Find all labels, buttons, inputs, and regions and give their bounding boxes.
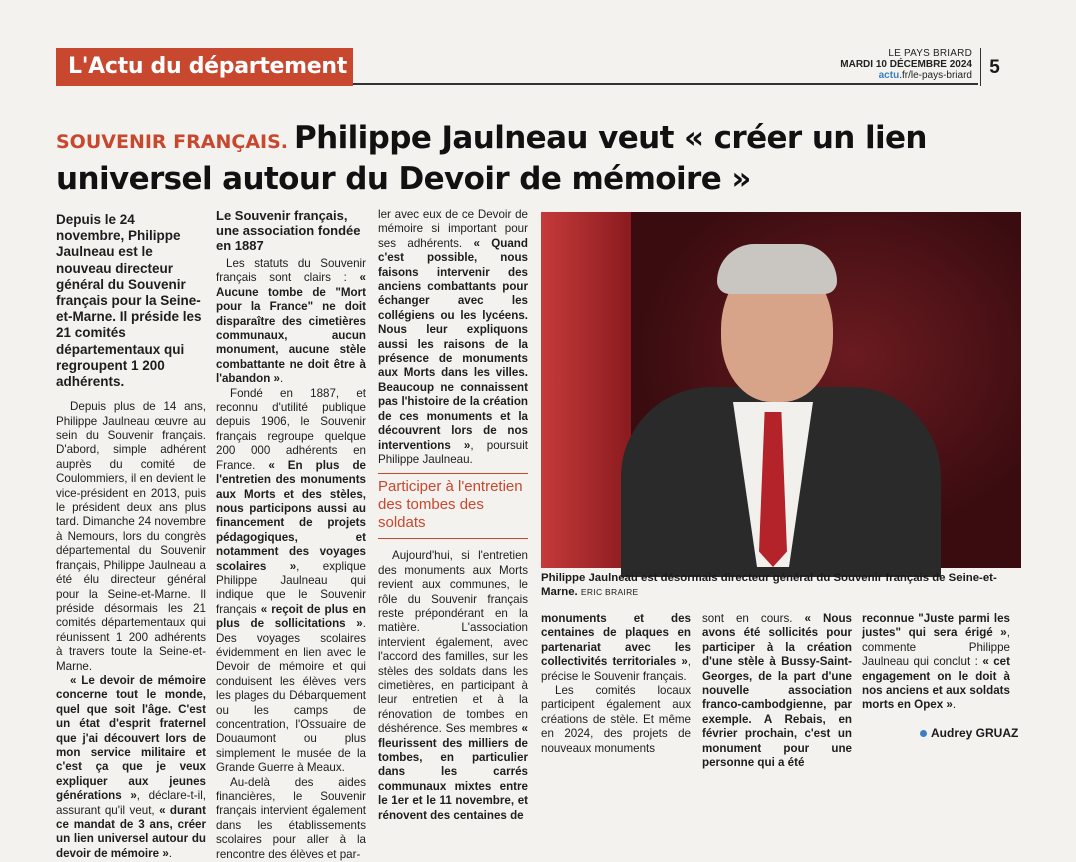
quote: « durant ce mandat de 3 ans, créer un lien universel autour du devoir de mémoire » [56, 803, 206, 860]
quote: « cet engagement on le doit à nos anciens et aux soldats morts en Opex » [862, 655, 1010, 712]
quote: monuments et des centaines de plaques en partenariat avec les collectivités territoriales » [541, 612, 691, 669]
page-number: 5 [980, 48, 1008, 86]
column-1 [56, 212, 206, 860]
col2-paragraph-1 [216, 257, 366, 387]
column-5 [702, 612, 852, 770]
bullet-icon [920, 730, 927, 737]
text: , déclare-t-il, assurant qu'il veut, [56, 789, 206, 817]
paper-url [840, 70, 972, 81]
url-prefix: actu [878, 70, 900, 81]
section-rule [353, 83, 978, 85]
text: sont en cours. [702, 612, 793, 625]
headline-text: Philippe Jaulneau veut « créer un lien universel autour du Devoir de mémoire » [56, 120, 927, 197]
col3-paragraph-2 [378, 549, 528, 823]
photo-caption [541, 572, 1011, 599]
text: . Des voyages scolaires évidemment en lien avec le Devoir de mémoire et qui conduisent les élèves vers les plages du Débarquement ou les camps de concentration, l'Ossuaire de Douaumont ou plus simplement le musée de la Grande Guerre à Meaux. [216, 617, 366, 775]
column-4 [541, 612, 691, 755]
col6-paragraph-1 [862, 612, 1010, 713]
issue-date: MARDI 10 DÉCEMBRE 2024 [840, 59, 972, 70]
text: Aujourd'hui, si l'entretien des monuments aux Morts revient aux communes, le rôle du Souvenir français reste prépondérant en la matière. L'association intervient également, avec l'accord des familles, sur les stèles des soldats dans les cimetières, en participant à leur entretien et à la rénovation de tombes en déshérence. Ses membres [378, 549, 528, 736]
portrait-photo [541, 212, 1008, 568]
col2-paragraph-3: Au-delà des aides financières, le Souvenir français intervient également dans les établissements scolaires pour aller à la rencontre des élèves et par- [216, 775, 366, 861]
text: . [168, 846, 172, 860]
col4-paragraph-1 [541, 612, 691, 684]
text: , poursuit Philippe Jaulneau. [378, 438, 528, 466]
col1-paragraph-2 [56, 674, 206, 861]
kicker: SOUVENIR FRANÇAIS. [56, 131, 288, 153]
col3-paragraph-1 [378, 208, 528, 467]
quote: « fleurissent des milliers de tombes, en particulier dans les carrés communaux mixtes entre le 1er et le 11 novembre, et rénovent des centaines de [378, 722, 528, 822]
quote: « reçoit de plus en plus de sollicitations » [216, 602, 366, 631]
text: ler avec eux de ce Devoir de mémoire si important pour ses adhérents. [378, 208, 528, 250]
text: , explique Philippe Jaulneau qui indique que le Souvenir français [216, 559, 366, 616]
col2-paragraph-2 [216, 387, 366, 776]
quote: « En plus de l'entretien des monuments aux Morts et des stèles, nous participons aussi au financement de projets pédagogiques, et notamment des voyages scolaires » [216, 458, 366, 573]
quote: reconnue "Juste parmi les justes" qui sera érigé » [862, 612, 1010, 640]
caption-text: Philippe Jaulneau est désormais directeur général du Souvenir français de Seine-et-Marne. [541, 572, 997, 598]
col1-paragraph-1: Depuis plus de 14 ans, Philippe Jaulneau œuvre au sein du Souvenir français. D'abord, simple adhérent auprès du comité de Coulommiers, il en devient le vice-président en 2013, puis le président deux ans plus tard. Dimanche 24 novembre à Nemours, lors du congrès départemental du Souvenir français, Philippe Jaulneau a été élu directeur général pour la Seine-et-Marne. Il préside désormais les 21 comités départementaux qui réunissent 1 200 adhérents à travers toute la Seine-et-Marne. [56, 400, 206, 673]
quote: « Quand c'est possible, nous faisons intervenir des anciens combattants pour échanger avec les collégiens ou les lycéens. Nous leur expliquons aussi les raisons de la présence de monuments aux Morts dans les villes. Beaucoup ne connaissent pas l'histoire de la création de ces monuments et la découvrent lors de nos interventions » [378, 236, 528, 452]
author-signature [920, 726, 1018, 740]
col3-intertitle: Participer à l'entretien des tombes des soldats [378, 473, 528, 539]
text: , commente Philippe Jaulneau qui conclut : [862, 626, 1010, 669]
col5-paragraph-1 [702, 612, 852, 770]
url-suffix: .fr/le-pays-briard [899, 70, 972, 81]
column-6 [862, 612, 1010, 720]
paper-name: LE PAYS BRIARD [888, 48, 972, 59]
text: Fondé en 1887, et reconnu d'utilité publique depuis 1906, le Souvenir français regroupe quelque 200 000 adhérents en France. [216, 386, 366, 472]
chapo: Depuis le 24 novembre, Philippe Jaulneau est le nouveau directeur général du Souvenir français pour la Seine-et-Marne. Il préside les 21 comités départementaux qui regroupent 1 200 adhérents. [56, 212, 202, 390]
text: Les statuts du Souvenir français sont clairs : [216, 257, 366, 285]
headline [56, 120, 996, 198]
text: . [952, 698, 957, 712]
text: , précise le Souvenir français. [541, 655, 691, 683]
photo-flag [541, 212, 631, 568]
photo-credit: ERIC BRAIRE [580, 586, 639, 597]
column-3 [378, 208, 528, 822]
quote: « Le devoir de mémoire concerne tout le monde, quel que soit l'âge. C'est un état d'esprit fraternel que j'ai découvert lors de mon service militaire et c'est ça que je veux expliquer aux jeunes générations » [56, 673, 206, 803]
col4-paragraph-2: Les comités locaux participent également aux créations de stèle. Et même en 2024, des projets de nouveaux monuments [541, 684, 691, 755]
col2-title: Le Souvenir français, une association fondée en 1887 [216, 208, 361, 253]
quote: « Nous avons été sollicités pour participer à la création d'une stèle à Bussy-Saint-Georges, de la part d'une nouvelle association franco-cambodgienne, par exemple. A Rebais, en février prochain, c'est un monument pour une personne qui a été [702, 612, 852, 770]
author-name: Audrey GRUAZ [931, 726, 1019, 740]
column-2 [216, 208, 366, 861]
quote: « Aucune tombe de "Mort pour la France" ne doit disparaître des cimetières communaux, aucun monument, aucune stèle combattante ne doit être à l'abandon » [216, 271, 366, 386]
section-band: L'Actu du département [56, 48, 353, 86]
photo-hair [717, 244, 837, 294]
text: . [279, 372, 284, 386]
masthead [840, 48, 972, 81]
